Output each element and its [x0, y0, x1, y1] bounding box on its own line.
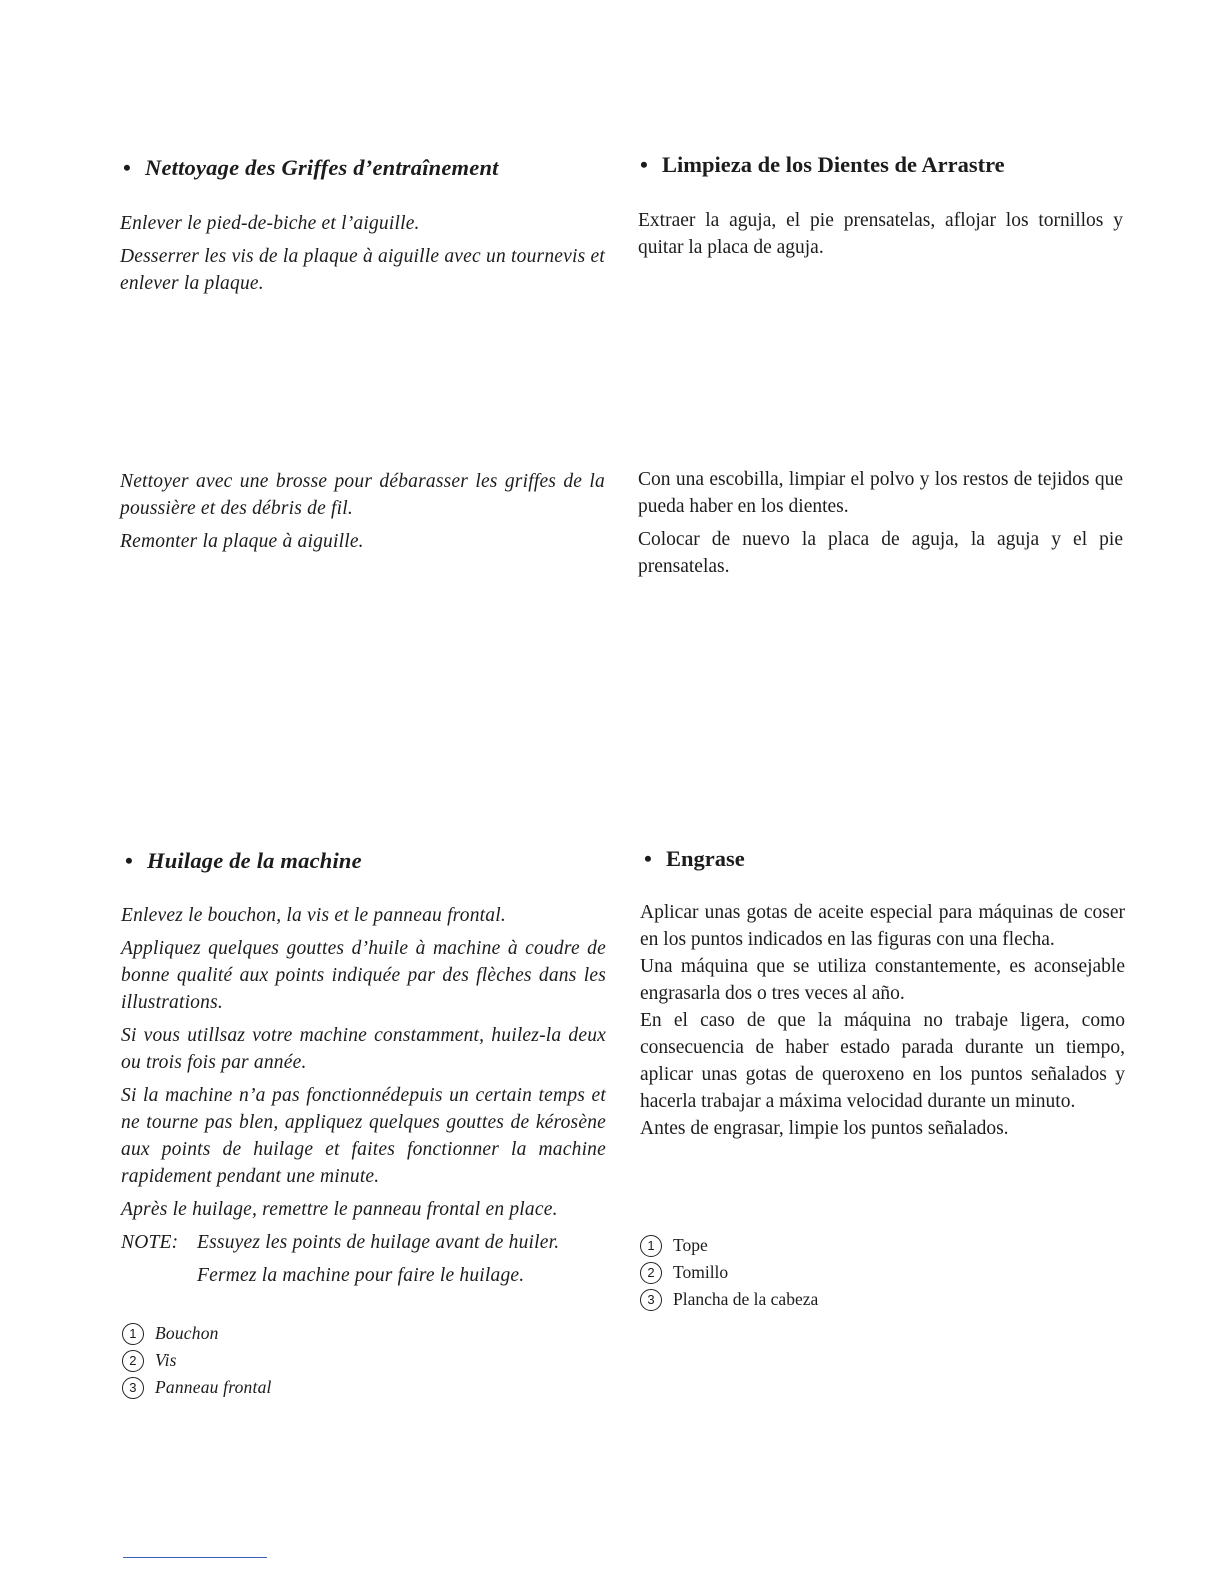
- fr-part-2: [122, 1347, 272, 1374]
- fr-oiling-heading: [125, 847, 362, 875]
- footer-rule: [123, 1557, 267, 1558]
- fr-oiling-p4: Si la machine n’a pas fonctionnédepuis un certain temps et ne tourne pas blen, appliquez quelques gouttes de kérosène aux points de huilage et faites fonctionner la machine rapidement pendant une minute.: [121, 1085, 606, 1187]
- bullet: •: [640, 152, 648, 177]
- fr-cleaning-p2: Desserrer les vis de la plaque à aiguille avec un tournevis et enlever la plaque.: [120, 246, 605, 294]
- fr-oiling-p2: Appliquez quelques gouttes d’huile à machine à coudre de bonne qualité aux points indiquée par des flèches dans les illustrations.: [121, 938, 606, 1013]
- circled-number: 2: [122, 1350, 144, 1372]
- part-label: Tope: [673, 1235, 708, 1255]
- note-line-1: Essuyez les points de huilage avant de huiler.: [197, 1232, 560, 1253]
- fr-cleaning-step1: [120, 210, 605, 303]
- part-label: Plancha de la cabeza: [673, 1289, 819, 1309]
- bullet: •: [644, 846, 652, 871]
- circled-number: 3: [122, 1377, 144, 1399]
- fr-cleaning-heading-text: Nettoyage des Griffes d’entraînement: [145, 155, 499, 180]
- es-oiling-body: [640, 899, 1125, 1148]
- fr-oiling-p5: Après le huilage, remettre le panneau frontal en place.: [121, 1199, 558, 1220]
- part-label: Panneau frontal: [155, 1377, 272, 1397]
- es-cleaning-step1: [638, 207, 1123, 267]
- note-label: NOTE:: [121, 1232, 179, 1253]
- es-part-3: [640, 1286, 818, 1313]
- bullet: •: [123, 155, 132, 180]
- fr-oiling-p1: Enlevez le bouchon, la vis et le panneau frontal.: [121, 905, 506, 926]
- fr-cleaning-p1: Enlever le pied-de-biche et l’aiguille.: [120, 213, 420, 234]
- part-label: Vis: [155, 1350, 177, 1370]
- es-cleaning-step2: [638, 466, 1123, 586]
- fr-oiling-heading-text: Huilage de la machine: [147, 848, 362, 873]
- es-oiling-heading-text: Engrase: [666, 846, 745, 871]
- part-label: Bouchon: [155, 1323, 219, 1343]
- fr-cleaning-p3: Nettoyer avec une brosse pour débarasser les griffes de la poussière et des débris de fil.: [120, 471, 605, 519]
- circled-number: 3: [640, 1289, 662, 1311]
- es-oiling-heading: [644, 845, 745, 873]
- fr-cleaning-p4: Remonter la plaque à aiguille.: [120, 531, 364, 552]
- fr-oiling-note-cont: [121, 1262, 606, 1289]
- circled-number: 2: [640, 1262, 662, 1284]
- note-line-2: Fermez la machine pour faire le huilage.: [197, 1265, 525, 1286]
- part-label: Tomillo: [673, 1262, 729, 1282]
- circled-number: 1: [640, 1235, 662, 1257]
- fr-parts-list: [122, 1320, 272, 1401]
- es-cleaning-p2: Con una escobilla, limpiar el polvo y los restos de tejidos que pueda haber en los dientes.: [638, 469, 1123, 517]
- es-part-1: [640, 1232, 818, 1259]
- es-cleaning-p3: Colocar de nuevo la placa de aguja, la aguja y el pie prensatelas.: [638, 529, 1123, 577]
- es-oiling-p3: En el caso de que la máquina no trabaje ligera, como consecuencia de haber estado parada durante un tiempo, aplicar unas gotas de queroxeno en los puntos señalados y hacerla trabajar a máxima velocidad durante un minuto.: [640, 1010, 1125, 1112]
- es-cleaning-heading-text: Limpieza de los Dientes de Arrastre: [662, 152, 1005, 177]
- es-oiling-p2: Una máquina que se utiliza constantemente, es aconsejable engrasarla dos o tres veces al año.: [640, 956, 1125, 1004]
- circled-number: 1: [122, 1323, 144, 1345]
- es-part-2: [640, 1259, 818, 1286]
- es-cleaning-p1: Extraer la aguja, el pie prensatelas, aflojar los tornillos y quitar la placa de aguja.: [638, 210, 1123, 258]
- es-oiling-p4: Antes de engrasar, limpie los puntos señalados.: [640, 1118, 1009, 1139]
- fr-part-3: [122, 1374, 272, 1401]
- fr-cleaning-step2: [120, 468, 605, 561]
- es-cleaning-heading: [640, 151, 1005, 179]
- bullet: •: [125, 848, 134, 873]
- fr-oiling-note: [121, 1229, 606, 1256]
- fr-oiling-body: [121, 902, 606, 1295]
- es-oiling-p1: Aplicar unas gotas de aceite especial para máquinas de coser en los puntos indicados en las figuras con una flecha.: [640, 902, 1125, 950]
- fr-oiling-p3: Si vous utillsaz votre machine constamment, huilez-la deux ou trois fois par année.: [121, 1025, 606, 1073]
- fr-part-1: [122, 1320, 272, 1347]
- es-parts-list: [640, 1232, 818, 1313]
- fr-cleaning-heading: [123, 154, 499, 182]
